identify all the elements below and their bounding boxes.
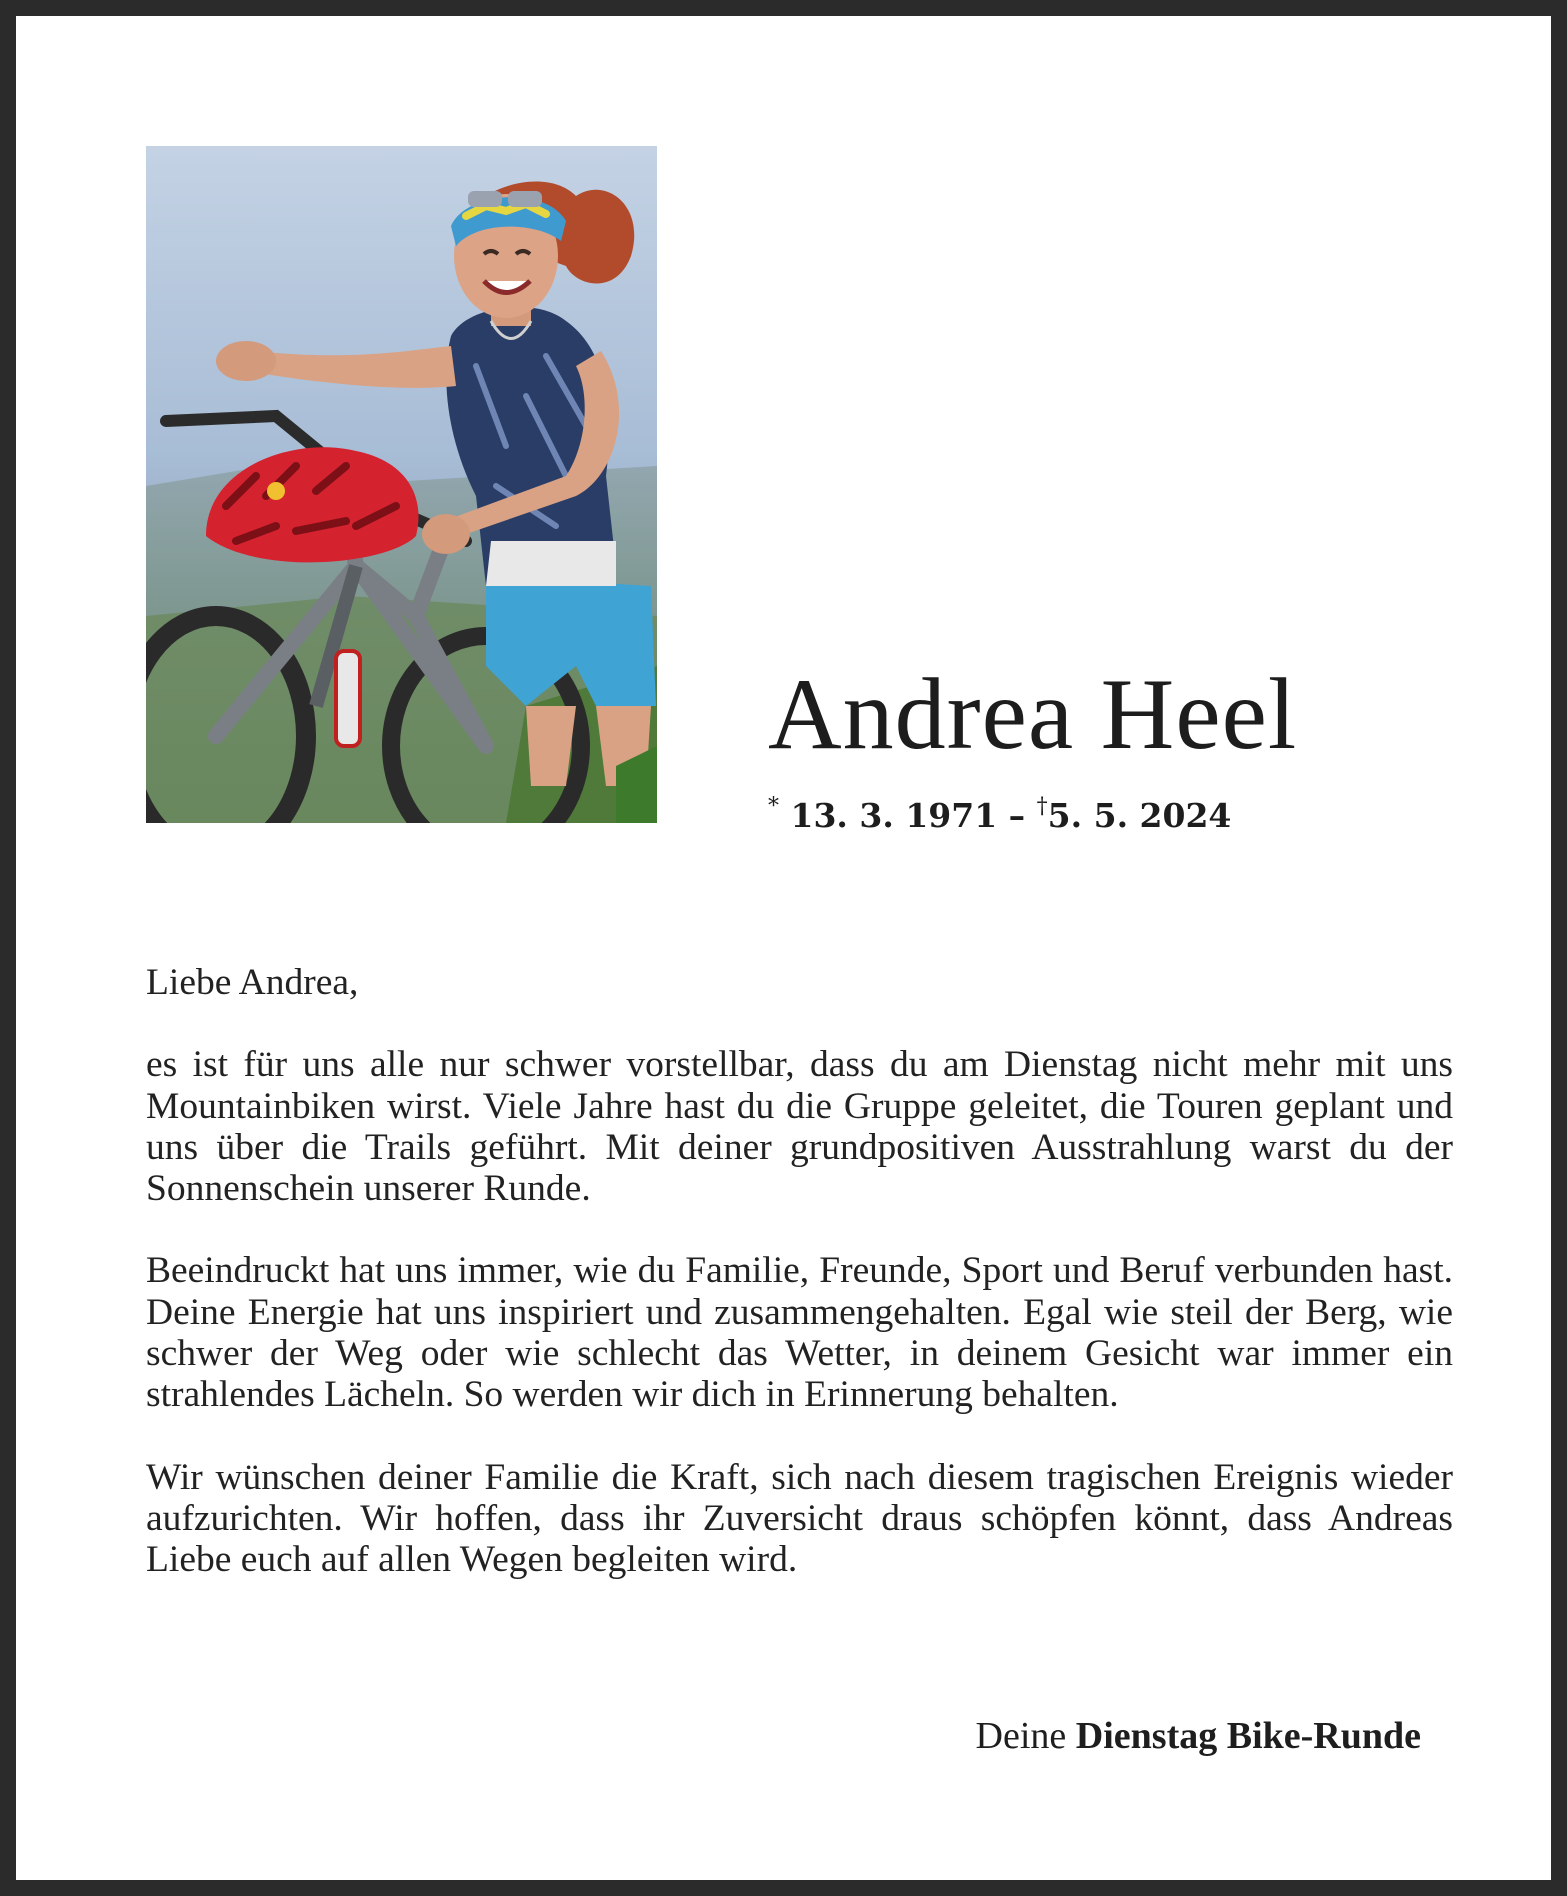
portrait-photo: [146, 146, 657, 823]
paragraph-3: Wir wünschen deiner Familie die Kraft, sich nach diesem tragischen Ereignis wieder aufzurichten. Wir hoffen, dass ihr Zuversicht draus schöpfen könnt, dass Andreas Liebe euch auf allen Wegen begleiten wird.: [146, 1456, 1453, 1581]
paragraph-1: es ist für uns alle nur schwer vorstellbar, dass du am Dienstag nicht mehr mit uns Mountainbiken wirst. Viele Jahre hast du die Gruppe geleitet, die Touren geplant und uns über die Trails geführt. Mit deiner grundpositiven Ausstrahlung warst du der Sonnenschein unserer Runde.: [146, 1044, 1453, 1210]
signature-prefix: Deine: [975, 1715, 1067, 1757]
death-symbol: †: [1036, 794, 1048, 819]
message-body: [146, 962, 1453, 1622]
birth-symbol: *: [768, 794, 779, 819]
date-separator: –: [997, 796, 1037, 835]
salutation: Liebe Andrea,: [146, 962, 359, 1003]
birth-date: 13. 3. 1971: [790, 796, 998, 835]
life-dates: [768, 794, 1232, 835]
signature: [976, 1716, 1421, 1758]
deceased-name: Andrea Heel: [768, 658, 1298, 771]
death-date: 5. 5. 2024: [1047, 796, 1232, 835]
paragraph-2: Beeindruckt hat uns immer, wie du Familie, Freunde, Sport und Beruf verbunden hast. Deine Energie hat uns inspiriert und zusammengehalten. Egal wie steil der Berg, wie schwer der Weg oder wie schlecht das Wetter, in deinem Gesicht war immer ein strahlendes Lächeln. So werden wir dich in Erinnerung behalten.: [146, 1250, 1453, 1416]
signature-group: Dienstag Bike-Runde: [1075, 1715, 1421, 1757]
